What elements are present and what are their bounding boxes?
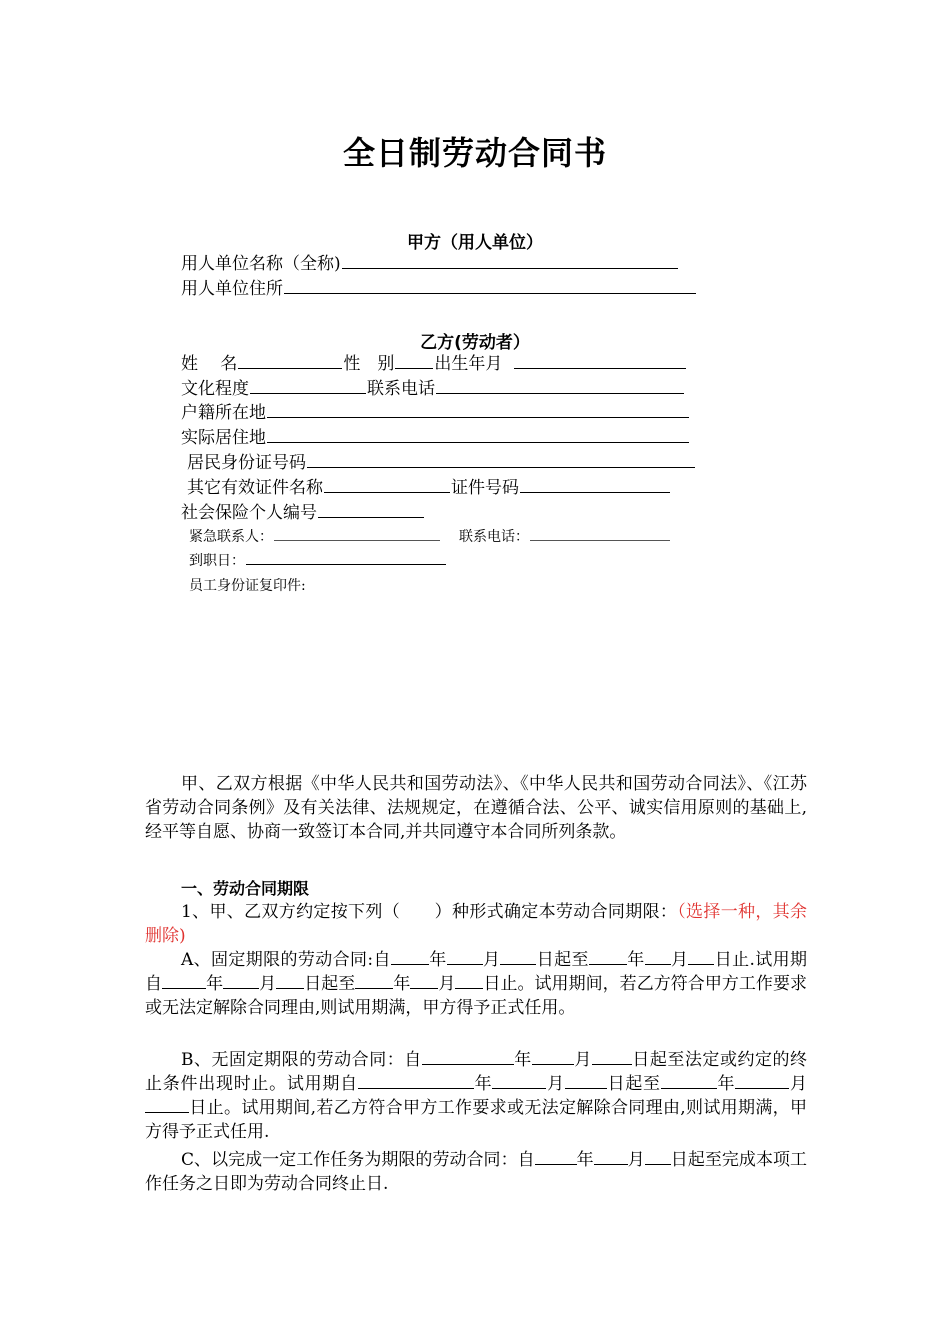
day-from-text: 日起至 (536, 950, 589, 970)
party-b-row-8 (189, 527, 671, 547)
option-a-start-year[interactable] (391, 948, 429, 965)
party-b-row-6 (187, 476, 671, 499)
clause-1-note: （选择一种，其余删除) (145, 902, 807, 946)
option-b-trial-start-day[interactable] (565, 1072, 607, 1089)
start-date-field[interactable] (246, 551, 446, 565)
option-a-end-year[interactable] (589, 948, 627, 965)
option-c-label: C、以完成一定工作任务为期限的劳动合同：自 (181, 1150, 535, 1170)
option-b-trial-start-month[interactable] (492, 1072, 546, 1089)
option-b-label: B、无固定期限的劳动合同：自 (181, 1050, 422, 1070)
year-text: 年 (626, 950, 645, 970)
year-text: 年 (428, 950, 447, 970)
option-b-paragraph (145, 1048, 807, 1144)
option-a-trial-start-year[interactable] (162, 972, 206, 989)
clause-1-text: 1、甲、乙双方约定按下列（ ）种形式确定本劳动合同期限： (181, 902, 678, 922)
month-text: 月 (438, 974, 456, 994)
intro-paragraph: 甲、乙双方根据《中华人民共和国劳动法》、《中华人民共和国劳动合同法》、《江苏省劳动合同条例》及有关法律、法规规定，在遵循合法、公平、诚实信用原则的基础上,经平等自愿、协商一致签订本合同,并共同遵守本合同所列条款。 (145, 774, 807, 842)
month-text: 月 (573, 1050, 592, 1070)
day-from-text: 日起至 (304, 974, 356, 994)
year-text: 年 (473, 1074, 493, 1094)
option-b-trial-start-year[interactable] (358, 1072, 474, 1089)
year-text: 年 (206, 974, 224, 994)
emergency-phone-field[interactable] (530, 527, 670, 541)
month-text: 月 (259, 974, 277, 994)
option-a-paragraph (145, 948, 807, 1020)
party-b-row-4 (181, 426, 690, 449)
party-a-name-label: 用人单位名称（全称) (181, 254, 341, 274)
page-title: 全日制劳动合同书 (342, 134, 607, 172)
day-from-text: 日起至 (606, 1074, 661, 1094)
education-label: 文化程度 (181, 379, 249, 399)
party-a-address-label: 用人单位住所 (181, 279, 283, 299)
option-c-start-year[interactable] (535, 1148, 577, 1165)
year-text: 年 (513, 1050, 532, 1070)
clause-1-paragraph (145, 900, 807, 948)
option-c-paragraph (145, 1148, 807, 1196)
residence-label: 实际居住地 (181, 428, 266, 448)
other-id-name-field[interactable] (324, 476, 450, 493)
emergency-label: 紧急联系人： (189, 529, 273, 545)
party-b-row-2 (181, 377, 685, 400)
hukou-label: 户籍所在地 (181, 403, 266, 423)
year-text: 年 (716, 1074, 736, 1094)
option-b-trial-end-day[interactable] (145, 1096, 189, 1113)
phone-field[interactable] (436, 377, 684, 394)
party-b-row-3 (181, 401, 690, 424)
other-id-no-field[interactable] (520, 476, 670, 493)
other-id-name-label: 其它有效证件名称 (187, 478, 323, 498)
name-field[interactable] (238, 352, 342, 369)
option-a-label: A、固定期限的劳动合同:自 (181, 950, 391, 970)
id-field[interactable] (307, 451, 695, 468)
birth-field[interactable] (514, 352, 686, 369)
education-field[interactable] (250, 377, 366, 394)
emergency-field[interactable] (274, 527, 440, 541)
month-text: 月 (482, 950, 501, 970)
trial-from-text: 试用期自 (145, 950, 808, 994)
party-b-row-1 (181, 352, 687, 375)
option-a-end-day[interactable] (688, 948, 714, 965)
day-to-text: 日止. (714, 950, 755, 970)
gender-field[interactable] (395, 352, 433, 369)
party-b-row-7 (181, 501, 425, 524)
option-a-trial-end-day[interactable] (455, 972, 483, 989)
party-a-address-row (181, 277, 697, 300)
social-security-label: 社会保险个人编号 (181, 503, 317, 523)
option-b-start-year[interactable] (422, 1048, 514, 1065)
year-text: 年 (576, 1150, 594, 1170)
option-c-rest: 日起至完成本项工作任务之日即为劳动合同终止日. (145, 1150, 808, 1194)
id-label: 居民身份证号码 (187, 453, 306, 473)
gender-label: 性 别 (343, 354, 395, 374)
month-text: 月 (670, 950, 689, 970)
option-c-start-month[interactable] (594, 1148, 628, 1165)
month-text: 月 (546, 1074, 565, 1094)
section-1-title: 一、劳动合同期限 (181, 879, 310, 898)
residence-field[interactable] (267, 426, 689, 443)
option-a-trial-rest: 日止。试用期间，若乙方符合甲方工作要求或无法定解除合同理由,则试用期满，甲方得予正式任用。 (145, 974, 807, 1018)
option-a-start-month[interactable] (447, 948, 483, 965)
option-b-rest: 日止。试用期间,若乙方符合甲方工作要求或无法定解除合同理由,则试用期满，甲方得予正式任用. (145, 1098, 807, 1142)
month-text: 月 (627, 1150, 645, 1170)
social-security-field[interactable] (318, 501, 424, 518)
party-b-row-9 (189, 551, 447, 571)
emergency-phone-label: 联系电话： (459, 529, 529, 545)
party-b-row-5 (187, 451, 696, 474)
party-a-name-field[interactable] (342, 252, 678, 269)
option-a-start-day[interactable] (500, 948, 536, 965)
option-b-start-day[interactable] (592, 1048, 632, 1065)
party-a-name-row (181, 252, 679, 275)
start-date-label: 到职日： (189, 553, 245, 569)
option-a-trial-end-month[interactable] (410, 972, 438, 989)
party-a-address-field[interactable] (284, 277, 696, 294)
phone-label: 联系电话 (367, 379, 435, 399)
option-b-start-month[interactable] (532, 1048, 574, 1065)
option-b-middle: 日起至法定或约定的终止条件出现时止。试用期自 (145, 1050, 808, 1094)
option-b-trial-end-year[interactable] (661, 1072, 717, 1089)
month-text: 月 (789, 1074, 808, 1094)
year-text: 年 (393, 974, 411, 994)
option-a-trial-start-day[interactable] (276, 972, 304, 989)
id-copy-label: 员工身份证复印件: (189, 578, 306, 594)
other-id-no-label: 证件号码 (451, 478, 519, 498)
option-a-trial-end-year[interactable] (355, 972, 393, 989)
option-a-end-month[interactable] (645, 948, 671, 965)
option-c-start-day[interactable] (645, 1148, 671, 1165)
option-a-trial-start-month[interactable] (223, 972, 259, 989)
name-label: 姓 名 (181, 354, 238, 374)
option-b-trial-end-month[interactable] (735, 1072, 789, 1089)
party-a-heading: 甲方（用人单位） (407, 233, 543, 253)
hukou-field[interactable] (267, 401, 689, 418)
birth-label: 出生年月 (434, 354, 503, 374)
party-b-heading: 乙方(劳动者） (420, 333, 530, 353)
